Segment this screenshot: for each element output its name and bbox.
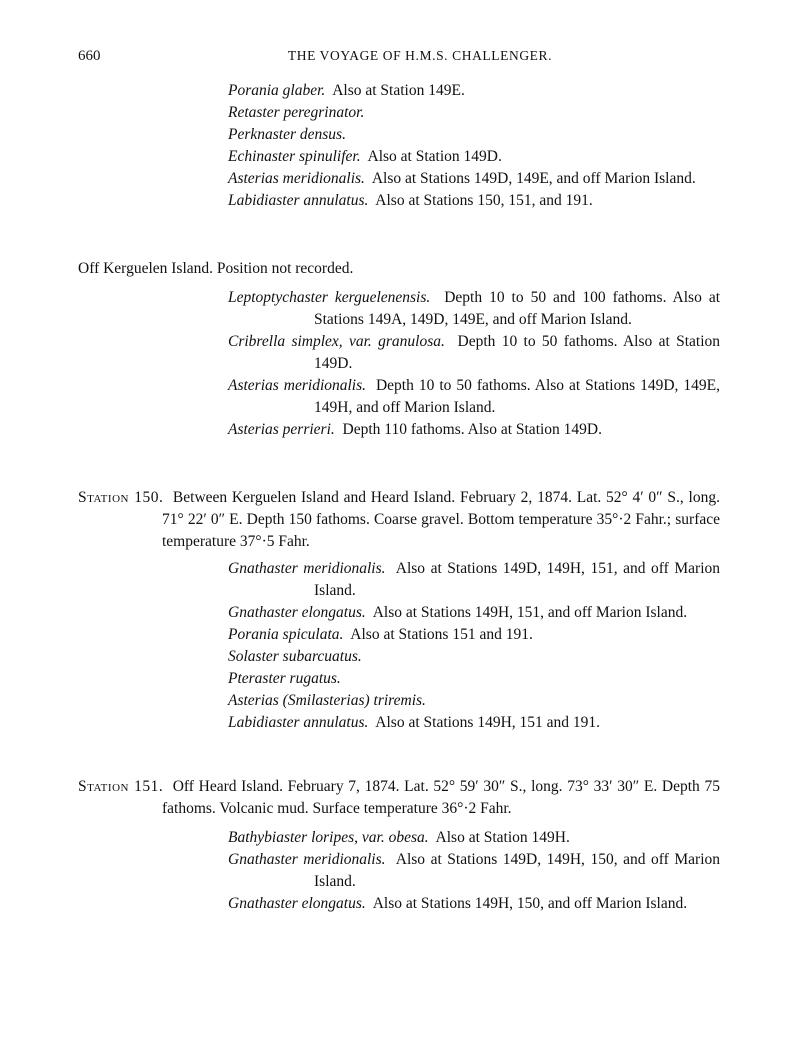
species-name: Gnathaster elongatus. [228, 604, 366, 621]
list-item [228, 646, 720, 668]
list-item [228, 168, 724, 190]
species-list-continued [228, 80, 728, 212]
species-name: Retaster peregrinator. [228, 104, 365, 121]
species-name: Cribrella simplex, var. granulosa. [228, 333, 445, 350]
list-item [228, 146, 728, 168]
station-label: Station 150. [78, 489, 164, 506]
list-item [228, 419, 720, 441]
species-name: Echinaster spinulifer. [228, 148, 361, 165]
species-note: Also at Stations 149H, 151 and 191. [375, 714, 601, 731]
station-151 [78, 776, 720, 820]
species-name: Porania spiculata. [228, 626, 344, 643]
station-details: Off Heard Island. February 7, 1874. Lat. 52° 59′ 30″ S., long. 73° 33′ 30″ E. Depth 75 fathoms. Volcanic mud. Surface temperature 36°·2 Fahr. [162, 778, 720, 817]
species-note: Also at Station 149E. [332, 82, 465, 99]
kerguelen-heading: Off Kerguelen Island. Position not recorded. [78, 260, 354, 277]
station-150-species-list [228, 558, 720, 734]
list-item [228, 668, 720, 690]
species-name: Gnathaster meridionalis. [228, 560, 386, 577]
species-note: Also at Station 149D. [367, 148, 502, 165]
list-item [228, 893, 720, 915]
list-item [228, 690, 720, 712]
list-item [228, 331, 720, 375]
station-description [78, 776, 720, 820]
species-name: Pteraster rugatus. [228, 670, 341, 687]
species-note: Depth 110 fathoms. Also at Station 149D. [342, 421, 602, 438]
species-note: Depth 10 to 50 and 100 fathoms. Also at Stations 149A, 149D, 149E, and off Marion Island. [314, 289, 721, 328]
species-note: Also at Stations 149D, 149H, 150, and off Marion Island. [314, 851, 720, 890]
kerguelen-species-list [228, 287, 720, 441]
list-item [228, 849, 720, 893]
list-item [228, 102, 728, 124]
list-item [228, 602, 720, 624]
species-name: Asterias (Smilasterias) triremis. [228, 692, 426, 709]
species-note: Depth 10 to 50 fathoms. Also at Station 149D. [314, 333, 721, 372]
species-note: Also at Stations 149D, 149E, and off Marion Island. [371, 170, 696, 187]
station-details: Between Kerguelen Island and Heard Island. February 2, 1874. Lat. 52° 4′ 0″ S., long. 71° 22′ 0″ E. Depth 150 fathoms. Coarse gravel. Bottom temperature 35°·2 Fahr.; surface temperature 37°·5 Fahr. [162, 489, 720, 550]
station-description [78, 487, 720, 553]
species-note: Also at Stations 149D, 149H, 151, and off Marion Island. [314, 560, 720, 599]
species-name: Leptoptychaster kerguelenensis. [228, 289, 431, 306]
species-name: Asterias perrieri. [228, 421, 335, 438]
station-150 [78, 487, 720, 553]
species-name: Labidiaster annulatus. [228, 192, 369, 209]
species-note: Also at Stations 151 and 191. [350, 626, 533, 643]
list-item [228, 124, 728, 146]
list-item [228, 558, 720, 602]
list-item [228, 287, 720, 331]
species-note: Also at Station 149H. [435, 829, 570, 846]
station-151-species-list [228, 827, 720, 915]
species-name: Porania glaber. [228, 82, 326, 99]
species-name: Solaster subarcuatus. [228, 648, 362, 665]
species-name: Gnathaster meridionalis. [228, 851, 386, 868]
species-name: Gnathaster elongatus. [228, 895, 366, 912]
list-item [228, 190, 728, 212]
list-item [228, 80, 728, 102]
species-name: Asterias meridionalis. [228, 170, 365, 187]
species-note: Also at Stations 150, 151, and 191. [375, 192, 593, 209]
running-title: THE VOYAGE OF H.M.S. CHALLENGER. [287, 48, 553, 63]
page-number: 660 [78, 48, 101, 64]
species-name: Labidiaster annulatus. [228, 714, 369, 731]
species-name: Asterias meridionalis. [228, 377, 367, 394]
station-label: Station 151. [78, 778, 164, 795]
species-note: Also at Stations 149H, 150, and off Marion Island. [372, 895, 688, 912]
species-note: Also at Stations 149H, 151, and off Marion Island. [372, 604, 688, 621]
list-item [228, 624, 720, 646]
list-item [228, 375, 720, 419]
list-item [228, 712, 720, 734]
list-item [228, 827, 720, 849]
species-name: Perknaster densus. [228, 126, 346, 143]
species-name: Bathybiaster loripes, var. obesa. [228, 829, 429, 846]
species-note: Depth 10 to 50 fathoms. Also at Stations 149D, 149E, 149H, and off Marion Island. [314, 377, 720, 416]
